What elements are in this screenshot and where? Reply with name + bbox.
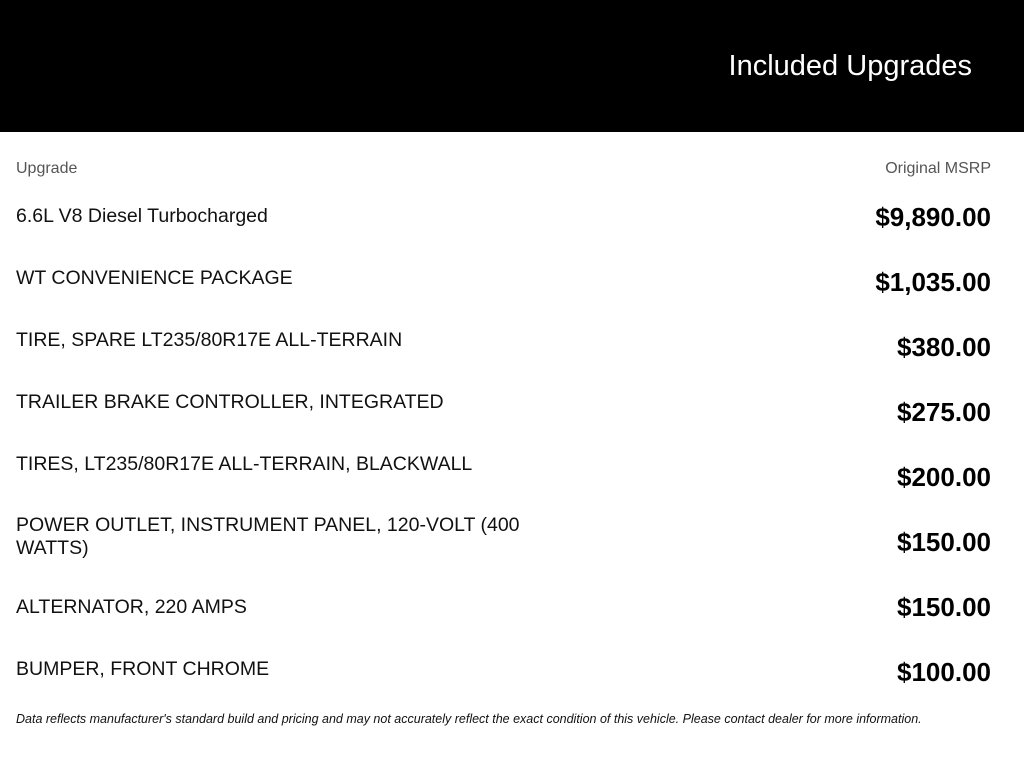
upgrade-price: $150.00 <box>897 592 991 622</box>
upgrade-name: BUMPER, FRONT CHROME <box>16 658 270 680</box>
upgrade-row <box>16 324 991 386</box>
disclaimer-text: Data reflects manufacturer's standard build and pricing and may not accurately reflect the exact condition of this vehicle. Please contact dealer for more information. <box>16 712 922 726</box>
upgrade-row <box>16 386 991 448</box>
page-title: Included Upgrades <box>728 50 972 82</box>
column-headers <box>16 160 991 180</box>
upgrade-row <box>16 262 991 324</box>
upgrade-price: $1,035.00 <box>875 267 991 297</box>
upgrade-price: $100.00 <box>897 657 991 687</box>
column-header-upgrade: Upgrade <box>16 160 78 177</box>
upgrade-row <box>16 572 991 634</box>
upgrade-price: $200.00 <box>897 462 991 492</box>
upgrade-price: $275.00 <box>897 397 991 427</box>
upgrade-name: TRAILER BRAKE CONTROLLER, INTEGRATED <box>16 391 444 413</box>
upgrade-name: WT CONVENIENCE PACKAGE <box>16 267 293 289</box>
upgrade-name: TIRES, LT235/80R17E ALL-TERRAIN, BLACKWALL <box>16 453 473 475</box>
upgrade-price: $9,890.00 <box>875 202 991 232</box>
upgrade-row <box>16 510 991 572</box>
column-header-msrp: Original MSRP <box>885 160 991 177</box>
upgrade-price: $150.00 <box>897 527 991 557</box>
upgrade-name: 6.6L V8 Diesel Turbocharged <box>16 205 268 227</box>
upgrade-row <box>16 448 991 510</box>
upgrade-name: ALTERNATOR, 220 AMPS <box>16 596 247 618</box>
upgrade-row <box>16 634 991 696</box>
upgrade-name: TIRE, SPARE LT235/80R17E ALL-TERRAIN <box>16 329 403 351</box>
upgrade-name: POWER OUTLET, INSTRUMENT PANEL, 120-VOLT (400 WATTS) <box>16 514 520 559</box>
upgrades-list <box>16 200 991 696</box>
header-banner <box>0 0 1024 132</box>
upgrade-price: $380.00 <box>897 332 991 362</box>
upgrade-row <box>16 200 991 262</box>
